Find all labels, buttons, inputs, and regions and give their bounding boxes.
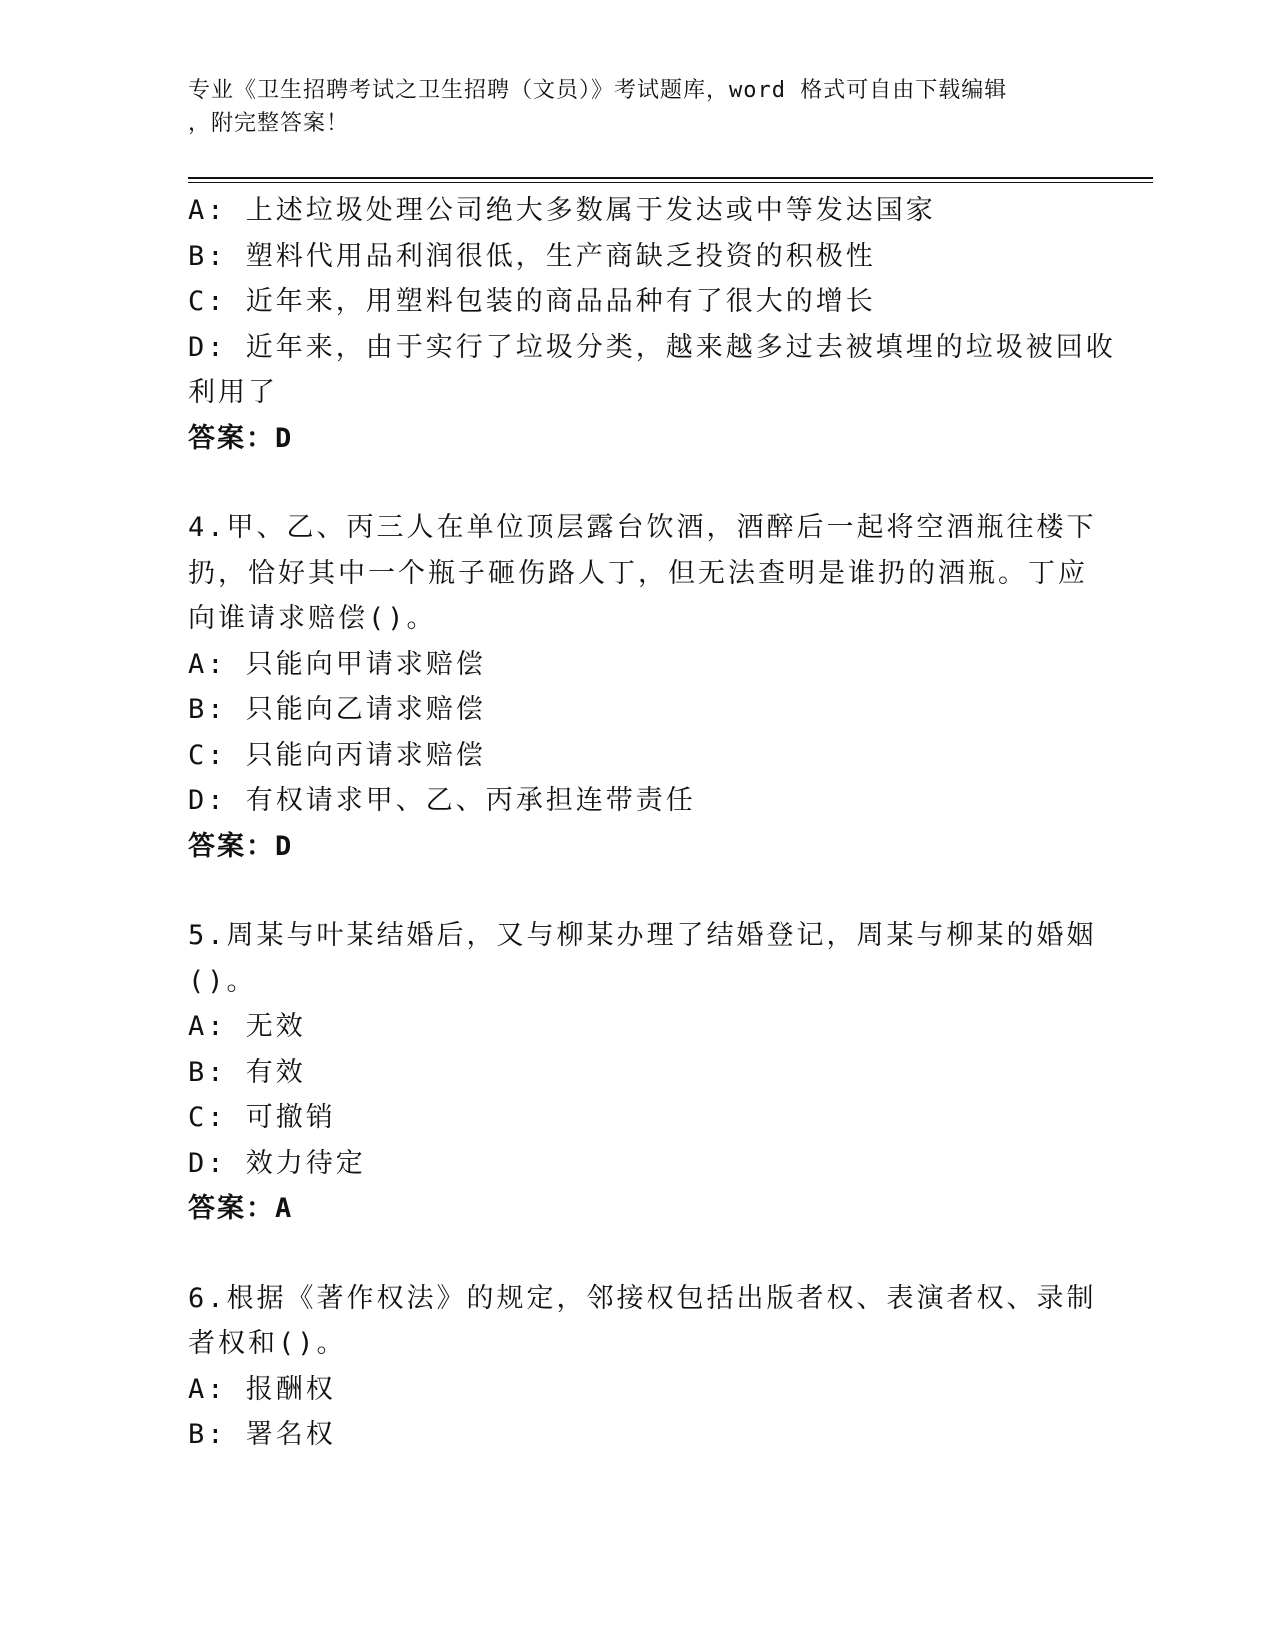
question-spacer: [188, 461, 1088, 505]
header-divider-thick: [188, 177, 1153, 179]
answer-line: 答案：D: [188, 830, 294, 862]
option-b: B: 塑料代用品利润很低，生产商缺乏投资的积极性: [188, 240, 876, 272]
option-d: D: 有权请求甲、乙、丙承担连带责任: [188, 785, 696, 816]
question-spacer: [188, 1232, 1088, 1276]
option-a: A: 只能向甲请求赔偿: [188, 648, 486, 680]
option-d: D: 效力待定: [188, 1147, 366, 1179]
option-c: C: 可撤销: [188, 1102, 336, 1133]
option-a: A: 报酬权: [188, 1373, 336, 1405]
question-stem-line: ()。: [188, 965, 257, 997]
question-stem-line: 者权和()。: [188, 1328, 347, 1359]
option-c: C: 近年来，用塑料包装的商品品种有了很大的增长: [188, 286, 876, 317]
option-b: B: 只能向乙请求赔偿: [188, 694, 486, 725]
option-a: A: 无效: [188, 1011, 306, 1042]
option-c: C: 只能向丙请求赔偿: [188, 739, 486, 771]
question-stem-line: 6.根据《著作权法》的规定，邻接权包括出版者权、表演者权、录制: [188, 1282, 1097, 1314]
question-stem-line: 5.周某与叶某结婚后，又与柳某办理了结婚登记，周某与柳某的婚姻: [188, 920, 1097, 951]
header-divider-thin: [188, 182, 1153, 183]
question-4: [188, 505, 1097, 869]
option-a: A: 上述垃圾处理公司绝大多数属于发达或中等发达国家: [188, 195, 936, 226]
question-6: [188, 1276, 1097, 1458]
option-b: B: 署名权: [188, 1419, 336, 1450]
question-stem-line: 向谁请求赔偿()。: [188, 603, 437, 634]
document-header: 专业《卫生招聘考试之卫生招聘（文员）》考试题库，word 格式可自由下载编辑 ，附完整答案！: [188, 78, 1008, 136]
option-d-continued: 利用了: [188, 377, 278, 408]
option-b: B: 有效: [188, 1056, 306, 1088]
question-spacer: [188, 869, 1088, 913]
answer-line: 答案：A: [188, 1193, 294, 1224]
question-stem-line: 扔，恰好其中一个瓶子砸伤路人丁，但无法查明是谁扔的酒瓶。丁应: [188, 557, 1088, 589]
question-stem-line: 4.甲、乙、丙三人在单位顶层露台饮酒，酒醉后一起将空酒瓶往楼下: [188, 512, 1097, 543]
question-3-tail: [188, 188, 1116, 461]
question-5: [188, 913, 1097, 1232]
answer-line: 答案：D: [188, 422, 294, 454]
option-d: D: 近年来，由于实行了垃圾分类，越来越多过去被填埋的垃圾被回收: [188, 331, 1116, 363]
question-list: [188, 188, 1116, 1458]
